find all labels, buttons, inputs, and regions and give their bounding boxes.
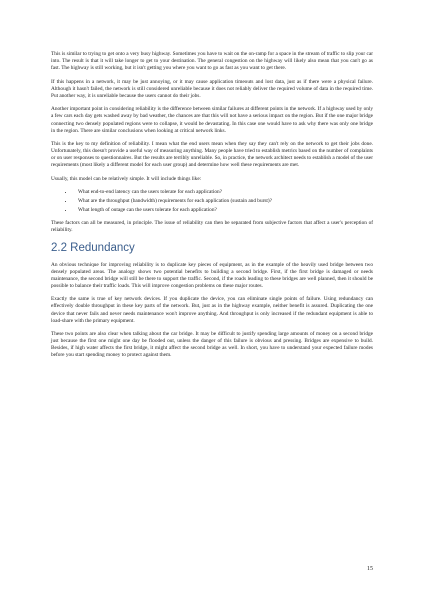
- page-body: [51, 51, 373, 366]
- paragraph-model-intro: Usually, this model can be relatively simple. It will include things like:: [51, 175, 202, 182]
- paragraph-network-devices: Exactly the same is true of key network devices. If you duplicate the device, you can eliminate single points of failure. Using redundancy can effectively double throughput in these key parts of the network. But, just as in the highway example, neither benefit is assured. Duplicating the one device that never fails and never needs maintenance won't improve anything. And throughput is only increased if the redundant equipment is able to load-share with the primary equipment.: [51, 296, 373, 324]
- paragraph-duplicate-equipment: An obvious technique for improving reliability is to duplicate key pieces of equipment, as in the example of the heavily used bridge between two densely populated areas. The analogy shows two potential benefits to building a second bridge. First, if the first bridge is damaged or needs maintenance, the second bridge will still be there to support the traffic. Second, if the roads leading to these bridges are well planned, then it should be possible to balance their traffic loads. This will improve congestion problems on these major routes.: [51, 261, 373, 289]
- paragraph-measurement: These factors can all be measured, in principle. The issue of reliability can then be separated from subjective factors that affect a user's perception of reliability.: [51, 220, 373, 234]
- paragraph-highway-analogy: This is similar to trying to get onto a very busy highway. Sometimes you have to wait on the on-ramp for a space in the stream of traffic to slip your car into. The result is that it will take longer to get to your destination. The general congestion on the highway will likely also mean that you can't go as fast. The highway is still working, but it isn't getting you where you want to go as fast as you want to get there.: [51, 51, 373, 72]
- paragraph-failure-points: Another important point in considering reliability is the difference between similar failures at different points in the network. If a highway used by only a few cars each day gets washed away by bad weather, the chances are that this will not have a serious impact on the region. But if the one major bridge connecting two densely populated regions were to collapse, it would be devastating. In this case one would have to ask why there was only one bridge in the region. There are similar conclusions when looking at critical network links.: [51, 106, 373, 134]
- paragraph-car-bridge: These two points are also clear when talking about the car bridge. It may be difficult to justify spending large amounts of money on a second bridge just because the first one might one day be flooded out, unless the danger of this failure is obvious and pressing. Bridges are expensive to build. Besides, if high water affects the first bridge, it might affect the second bridge as well. In short, you have to understand your expected failure modes before you start spending money to protect against them.: [51, 331, 373, 359]
- section-heading: 2.2 Redundancy: [51, 241, 135, 254]
- paragraph-reliability-definition: This is the key to my definition of reliability. I mean what the end users mean when they say they can't rely on the network to get their jobs done. Unfortunately, this doesn't provide a useful way of measuring anything. Many people have tried to establish metrics based on the number of complaints or on user responses to questionnaires. But the results are terribly unreliable. So, in practice, the network architect needs to establish a model of the user requirements (most likely a different model for each user group) and determine how well these requirements are met.: [51, 141, 373, 169]
- list-item: • What are the throughput (bandwidth) requirements for each application (sustain and burst)?: [74, 198, 373, 205]
- list-item: • What length of outage can the users tolerate for each application?: [74, 207, 373, 214]
- requirements-list: [51, 189, 373, 213]
- paragraph-network-congestion: If this happens in a network, it may be just annoying, or it may cause application timeouts and lost data, just as if there were a physical failure. Although it hasn't failed, the network is still considered unreliable because it does not reliably deliver the required volume of data in the required time. Put another way, it is unreliable because the users cannot do their jobs.: [51, 78, 373, 99]
- page-number: 15: [367, 566, 373, 572]
- list-item: • What end-to-end latency can the users tolerate for each application?: [74, 189, 373, 196]
